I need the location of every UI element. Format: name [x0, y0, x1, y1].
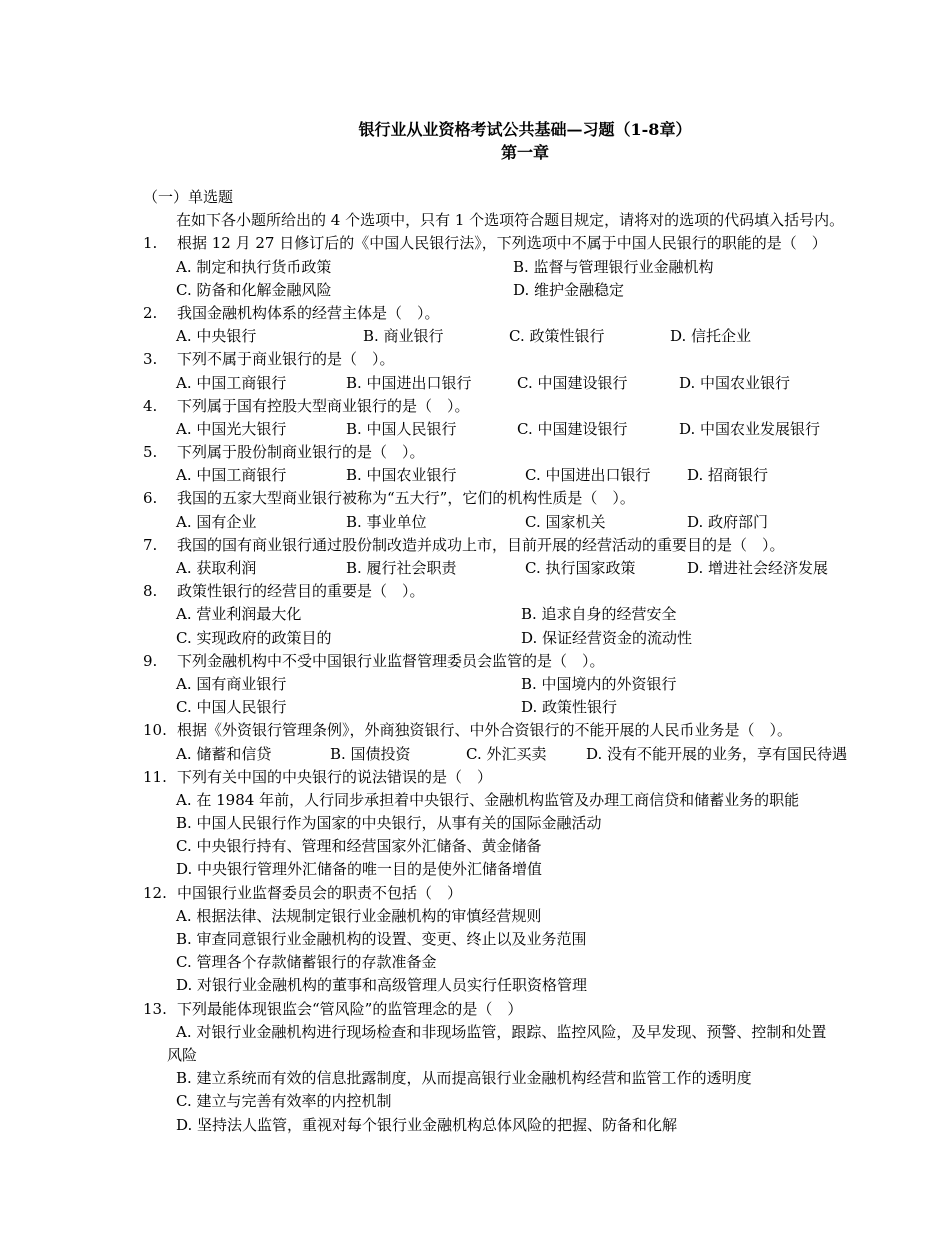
option-c[interactable]: C. 外汇买卖 [466, 744, 547, 763]
option-a[interactable]: A. 在 1984 年前，人行同步承担着中央银行、金融机构监管及办理工商信贷和储蓄业务的职能 [176, 790, 800, 809]
options-row [143, 464, 933, 487]
option-d[interactable]: D. 增进社会经济发展 [687, 559, 829, 577]
document-header [0, 118, 950, 164]
option-a[interactable]: A. 制定和执行货币政策 [176, 257, 332, 276]
options-row [143, 673, 933, 696]
option-b[interactable]: B. 履行社会职责 [346, 559, 457, 577]
question-number: 5. [143, 443, 158, 462]
option-a[interactable]: A. 国有商业银行 [176, 674, 287, 693]
chapter-title: 第一章 [500, 143, 549, 162]
question-number: 11. [143, 767, 167, 786]
option-a[interactable]: A. 根据法律、法规制定银行业金融机构的审慎经营规则 [176, 906, 542, 925]
document-title: 银行业从业资格考试公共基础—习题（1-8章） [358, 120, 692, 139]
option-c[interactable]: C. 管理各个存款储蓄银行的存款准备金 [176, 953, 437, 972]
options-row [143, 279, 933, 302]
question-13 [143, 998, 933, 1021]
option-d[interactable]: D. 没有不能开展的业务，享有国民待遇 [586, 744, 848, 763]
question-number: 2. [143, 303, 158, 322]
option-a[interactable]: A. 中国光大银行 [176, 419, 287, 438]
option-a[interactable]: A. 获取利润 [176, 559, 257, 577]
option-c[interactable]: C. 国家机关 [525, 512, 606, 531]
option-d[interactable]: D. 保证经营资金的流动性 [521, 628, 693, 647]
option-d[interactable]: D. 中国农业发展银行 [679, 419, 821, 438]
question-text: 下列不属于商业银行的是（ ）。 [177, 350, 395, 369]
option-d[interactable]: D. 中央银行管理外汇储备的唯一目的是使外汇储备增值 [176, 860, 543, 879]
option-b[interactable]: B. 中国境内的外资银行 [521, 674, 677, 693]
option-c[interactable]: C. 中国建设银行 [517, 419, 628, 438]
option-b[interactable]: B. 中国人民银行作为国家的中央银行，从事有关的国际金融活动 [176, 814, 602, 833]
question-number: 12. [143, 883, 167, 902]
option-b[interactable]: B. 建立系统而有效的信息批露制度，从而提高银行业金融机构经营和监管工作的透明度 [176, 1069, 752, 1088]
option-b[interactable]: B. 追求自身的经营安全 [521, 605, 677, 624]
option-d[interactable]: D. 招商银行 [687, 466, 769, 485]
option-b[interactable]: B. 中国人民银行 [346, 419, 457, 438]
option-c[interactable]: C. 政策性银行 [509, 327, 605, 346]
question-11 [143, 766, 933, 789]
question-text: 下列金融机构中不受中国银行业监督管理委员会监管的是（ ）。 [177, 651, 605, 670]
option-a[interactable]: A. 中国工商银行 [176, 373, 287, 392]
section-heading: （一）单选题 [143, 188, 234, 206]
question-text: 我国金融机构体系的经营主体是（ ）。 [177, 303, 440, 322]
question-number: 13. [143, 999, 167, 1018]
question-number: 7. [143, 535, 158, 554]
option-b[interactable]: B. 事业单位 [346, 512, 427, 531]
option-a[interactable]: A. 中央银行 [176, 327, 257, 346]
option-c[interactable]: C. 中国建设银行 [517, 373, 628, 392]
question-text: 根据 12 月 27 日修订后的《中国人民银行法》，下列选项中不属于中国人民银行的职能的是（ ） [177, 234, 827, 253]
options-row [143, 325, 933, 348]
option-b[interactable]: B. 中国进出口银行 [346, 373, 472, 392]
option-d[interactable]: D. 信托企业 [670, 327, 752, 346]
question-text: 下列属于股份制商业银行的是（ ）。 [177, 443, 425, 462]
question-text: 根据《外资银行管理条例》，外商独资银行、中外合资银行的不能开展的人民币业务是（ ）。 [177, 721, 793, 740]
options-row [143, 418, 933, 441]
options-row [143, 511, 933, 534]
option-b[interactable]: B. 国债投资 [330, 744, 411, 763]
question-10 [143, 719, 933, 742]
option-a-continued: 风险 [167, 1045, 198, 1064]
option-c[interactable]: C. 建立与完善有效率的内控机制 [176, 1092, 392, 1111]
question-text: 下列最能体现银监会“管风险”的监管理念的是（ ） [177, 999, 523, 1018]
options-row [143, 743, 933, 766]
question-number: 3. [143, 350, 158, 369]
options-row [143, 256, 933, 279]
option-b[interactable]: B. 商业银行 [363, 327, 444, 346]
question-number: 6. [143, 489, 158, 508]
question-number: 8. [143, 582, 158, 601]
option-b[interactable]: B. 审查同意银行业金融机构的设置、变更、终止以及业务范围 [176, 930, 587, 948]
question-6 [143, 487, 933, 510]
option-d[interactable]: D. 对银行业金融机构的董事和高级管理人员实行任职资格管理 [176, 976, 588, 995]
question-text: 下列属于国有控股大型商业银行的是（ ）。 [177, 396, 470, 415]
document-body [143, 186, 933, 1137]
option-c[interactable]: C. 防备和化解金融风险 [176, 280, 332, 299]
question-2 [143, 302, 933, 325]
option-d[interactable]: D. 维护金融稳定 [513, 280, 625, 299]
instructions: 在如下各小题所给出的 4 个选项中，只有 1 个选项符合题目规定，请将对的选项的代码填入括号内。 [176, 211, 845, 230]
question-text: 下列有关中国的中央银行的说法错误的是（ ） [177, 767, 493, 786]
option-c[interactable]: C. 执行国家政策 [525, 559, 636, 577]
option-c[interactable]: C. 中国进出口银行 [525, 466, 651, 485]
options-row [143, 603, 933, 626]
question-3 [143, 348, 933, 371]
question-text: 我国的国有商业银行通过股份制改造并成功上市，目前开展的经营活动的重要目的是（ ）。 [177, 535, 785, 554]
question-12 [143, 882, 933, 905]
option-c[interactable]: C. 中国人民银行 [176, 698, 287, 717]
question-number: 4. [143, 396, 158, 415]
question-5 [143, 441, 933, 464]
option-a[interactable]: A. 对银行业金融机构进行现场检查和非现场监管，跟踪、监控风险，及早发现、预警、控制和处置 [176, 1022, 827, 1041]
question-text: 政策性银行的经营目的重要是（ ）。 [177, 582, 425, 601]
question-4 [143, 395, 933, 418]
options-row [143, 696, 933, 719]
option-a[interactable]: A. 营业利润最大化 [176, 605, 302, 624]
question-text: 我国的五家大型商业银行被称为“五大行”，它们的机构性质是（ ）。 [177, 489, 635, 508]
option-c[interactable]: C. 中央银行持有、管理和经营国家外汇储备、黄金储备 [176, 837, 542, 856]
option-d[interactable]: D. 坚持法人监管，重视对每个银行业金融机构总体风险的把握、防备和化解 [176, 1115, 678, 1134]
option-a[interactable]: A. 储蓄和信贷 [176, 744, 272, 763]
option-a[interactable]: A. 国有企业 [176, 512, 257, 531]
question-9 [143, 650, 933, 673]
option-d[interactable]: D. 中国农业银行 [679, 373, 791, 392]
option-d[interactable]: D. 政府部门 [687, 512, 769, 531]
option-b[interactable]: B. 监督与管理银行业金融机构 [513, 257, 714, 276]
question-1 [143, 232, 933, 255]
option-b[interactable]: B. 中国农业银行 [346, 466, 457, 485]
options-row [143, 372, 933, 395]
question-number: 10. [143, 721, 167, 740]
option-d[interactable]: D. 政策性银行 [521, 698, 618, 717]
question-7 [143, 534, 933, 557]
options-row [143, 627, 933, 650]
option-a[interactable]: A. 中国工商银行 [176, 466, 287, 485]
question-number: 9. [143, 651, 158, 670]
option-c[interactable]: C. 实现政府的政策目的 [176, 628, 332, 647]
question-text: 中国银行业监督委员会的职责不包括（ ） [177, 883, 463, 902]
options-row [143, 557, 933, 580]
question-8 [143, 580, 933, 603]
question-number: 1. [143, 234, 158, 253]
